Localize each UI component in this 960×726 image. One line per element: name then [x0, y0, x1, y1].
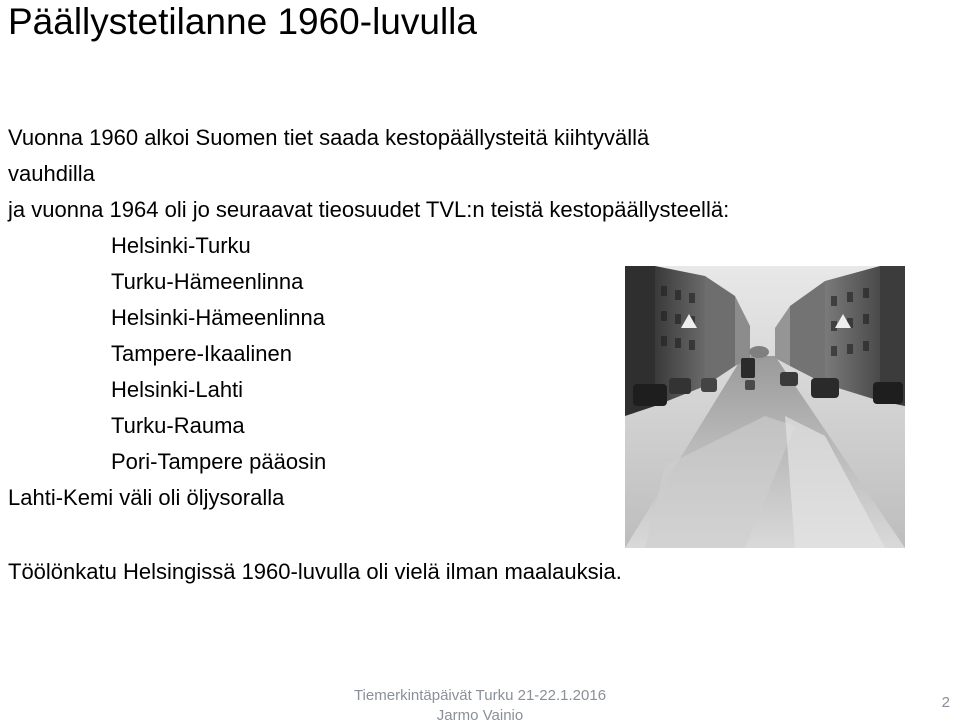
street-photo [625, 266, 905, 548]
footer-author: Jarmo Vainio [436, 707, 524, 724]
road-item: Helsinki-Hämeenlinna [111, 305, 325, 330]
road-item: Helsinki-Lahti [111, 377, 244, 402]
photo-caption: Töölönkatu Helsingissä 1960-luvulla oli vielä ilman maalauksia. [8, 559, 622, 584]
oil-gravel-note: Lahti-Kemi väli oli öljysoralla [8, 485, 285, 510]
intro-line-3: ja vuonna 1964 oli jo seuraavat tieosuudet TVL:n teistä kestopäällysteellä: [8, 197, 730, 222]
intro-line-2: vauhdilla [8, 161, 95, 186]
page-number: 2 [941, 694, 950, 711]
footer-event: Tiemerkintäpäivät Turku 21-22.1.2016 [353, 687, 607, 704]
road-item: Pori-Tampere pääosin [111, 449, 327, 474]
slide-title: Päällystetilanne 1960-luvulla [8, 1, 477, 42]
road-item: Helsinki-Turku [111, 233, 251, 258]
intro-line-1: Vuonna 1960 alkoi Suomen tiet saada kestopäällysteitä kiihtyvällä [8, 125, 650, 150]
road-item: Turku-Rauma [111, 413, 245, 438]
road-item: Tampere-Ikaalinen [111, 341, 292, 366]
road-item: Turku-Hämeenlinna [111, 269, 304, 294]
